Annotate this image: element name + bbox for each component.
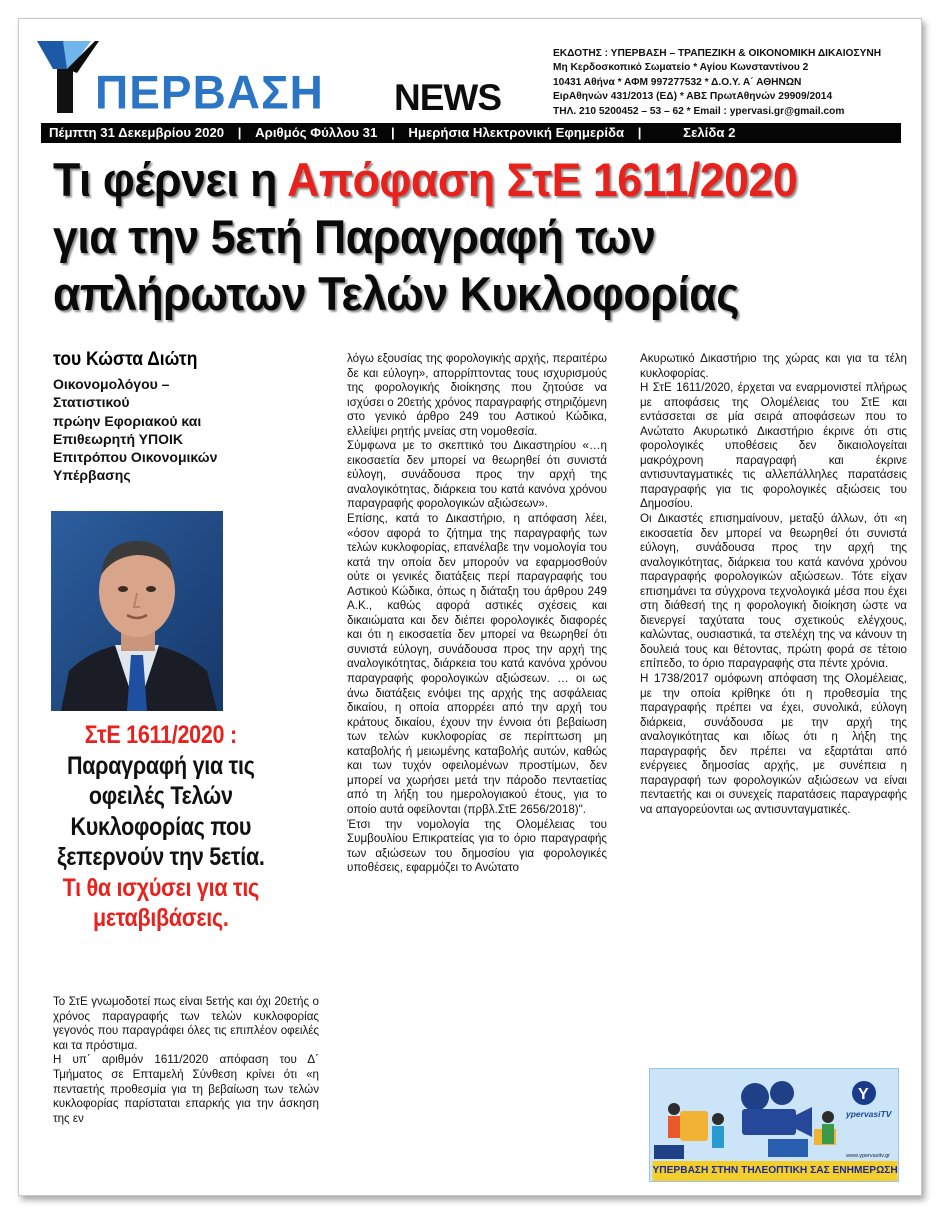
paragraph: Οι Δικαστές επισημαίνουν, μεταξύ άλλων, ότι «η εικοσαετία δεν μπορεί να θεωρηθεί ότι συνιστά εύλογη, συνάδουσα προς την αρχή της αναλογικότητας, διάρκεια του κατά κανόνα χρόνου παραγραφής φορολογικών αξιώσεων. Τότε είχαν επισημάνει τα σύγχρονα τεχνολογικά μέσα που έχει στη διάθεσή της η φορολογική διοίκηση ώστε να διενεργεί ταχύτατα τους σχετικούς ελέγχους, καλώντας, ουσιαστικά, τα στελέχη της να κάνουν τη δουλειά τους και θέτοντας, πρώτη φορά σε τέτοιο επίπεδο, το όριο παραγραφής στα πέντε χρόνια. — [640, 512, 907, 671]
paragraph: λόγω εξουσίας της φορολογικής αρχής, περαιτέρω δε και εύλογη», απορρίπτοντας τους ισχυρισμούς της φορολογικής διοίκησης που ζητούσε να ισχύσει ο 20ετής χρόνος παραγραφής στηριζόμενη στο γενικό άρθρο 249 του Αστικού Κώδικα, ελλείψει ρητής μνείας στη νομοθεσία. — [347, 352, 607, 438]
separator: | — [637, 125, 642, 140]
publisher-line: ΤΗΛ. 210 5200452 – 53 – 62 * Email : ypervasi.gr@gmail.com — [553, 105, 845, 117]
paragraph: Η ΣτΕ 1611/2020, έρχεται να εναρμονιστεί πλήρως με αποφάσεις της Ολομέλειας του ΣτΕ και εντάσσεται σε μία σειρά αποφάσεων που το Ανώτατο Ακυρωτικό Δικαστήριο έκρινε ότι στις φορολογικές υποθέσεις δεν δικαιολογείται μακρόχρονη παραγραφή και έκρινε αντισυνταγματικές τις αλλεπάλληλες παρατάσεις παραγραφής για τις φορολογικές αξιώσεις του Δημοσίου. — [640, 381, 907, 511]
page-number: Σελίδα 2 — [683, 125, 736, 140]
author-role-line: Επιτρόπου Οικονομικών — [53, 449, 218, 466]
publisher-line: 10431 Αθήνα * ΑΦΜ 997277532 * Δ.Ο.Υ. Α΄ ΑΘΗΝΩΝ — [553, 76, 802, 88]
author-role-line: Στατιστικού — [53, 394, 130, 411]
author-role-line: Επιθεωρητή ΥΠΟΙΚ — [53, 430, 183, 447]
portrait-illustration — [51, 511, 223, 711]
separator: | — [237, 125, 242, 140]
headline — [53, 151, 870, 322]
publisher-line: Μη Κερδοσκοπικό Σωματείο * Αγίου Κωνσταντίνου 2 — [553, 62, 809, 74]
svg-text:Y: Y — [858, 1086, 869, 1103]
author-role-line: Οικονομολόγου – — [53, 376, 170, 392]
author-photo — [51, 511, 223, 711]
banner-caption: ΥΠΕΡΒΑΣΗ ΣΤΗΝ ΤΗΛΕΟΠΤΙΚΗ ΣΑΣ ΕΝΗΜΕΡΩΣΗ — [653, 1161, 898, 1181]
logo-word: ΠΕΡΒΑΣΗ — [95, 65, 324, 119]
paragraph: Η υπ΄ αριθμόν 1611/2020 απόφαση του Δ΄ Τμήματος σε Επταμελή Σύνθεση κρίνει ότι «η πενταετής προθεσμία για τη βεβαίωση των τελών κυκλοφορίας παρίσταται επαρκής για την άσκηση της εν — [53, 1053, 319, 1125]
logo-y-left — [37, 41, 67, 69]
article-column-right — [640, 352, 907, 818]
camera-reel-icon — [741, 1083, 769, 1111]
publisher-line: ΕΚΔΟΤΗΣ : ΥΠΕΡΒΑΣΗ – ΤΡΑΠΕΖΙΚΗ & ΟΙΚΟΝΟΜΙΚΗ ΔΙΚΑΙΟΣΥΝΗ — [553, 48, 882, 59]
camera-reel-icon — [770, 1081, 794, 1105]
issue-number: Αριθμός Φύλλου 31 — [255, 125, 378, 140]
paragraph: Ακυρωτικό Δικαστήριο της χώρας και για τα τέλη κυκλοφορίας. — [640, 352, 907, 380]
paper-kind: Ημερήσια Ηλεκτρονική Εφημερίδα — [408, 125, 625, 140]
banner-tv-label: ypervasiTV — [846, 1109, 892, 1119]
newspaper-page — [18, 18, 922, 1196]
headline-line3: απλήρωτων Τελών Κυκλοφορίας — [53, 267, 739, 320]
pull-quote-text: Παραγραφή για τις οφειλές Τελών Κυκλοφορίας που ξεπερνούν την 5ετία. — [56, 751, 265, 871]
pull-quote — [49, 720, 273, 934]
article-column-left — [53, 995, 319, 1126]
headline-line2: για την 5ετή Παραγραφή των — [53, 210, 656, 263]
headline-red: Απόφαση ΣτΕ 1611/2020 — [287, 153, 798, 206]
publisher-info — [553, 47, 913, 119]
banner-site: www.ypervasitv.gr — [846, 1153, 890, 1159]
issue-info-bar — [41, 123, 901, 143]
pull-quote-subtitle: Τι θα ισχύσει για τις μεταβιβάσεις. — [62, 873, 259, 932]
logo-y-stem — [57, 69, 73, 113]
author-role-line: Υπέρβασης — [53, 467, 131, 484]
camera-icon — [742, 1109, 796, 1135]
headline-part1: Τι φέρνει η — [53, 153, 288, 206]
paragraph: Το ΣτΕ γνωμοδοτεί πως είναι 5ετής και όχι 20ετής ο χρόνος παραγραφής των τελών κυκλοφορίας γεγονός που παραγράφει όλες τις επιπλέον οφειλές και τα πρόστιμα. — [53, 995, 319, 1052]
pull-quote-red: ΣτΕ 1611/2020 : — [84, 721, 237, 749]
masthead-logo — [37, 39, 507, 129]
publisher-line: ΕιρΑθηνών 431/2013 (ΕΔ) * ΑΒΣ ΠρωτΑθηνών 29909/2014 — [553, 91, 833, 103]
paragraph: Επίσης, κατά το Δικαστήριο, η απόφαση λέει, «όσον αφορά το ζήτημα της παραγραφής των τελών κυκλοφορίας, επανέλαβε την νομολογία του κατά την οποία δεν μπορούν να εφαρμοσθούν ούτε οι γενικές διατάξεις περί παραγραφής του Αστικού Κώδικα, όπως η διάταξη του άρθρου 249 Α.Κ., καθώς αφορά αστικές σχέσεις και δικαιώματα και δεν διέπει φορολογικές διαφορές και ότι η εικοσαετία δεν μπορεί να θεωρηθεί ότι συνιστά εύλογη, συνάδουσα προς την αρχή της αναλογικότητας, διάρκεια του κατά κανόνα χρόνου παραγραφής φορολογικών αξιώσεων. … οι ως άνω διατάξεις ενόψει της αρχής της ασφάλειας δικαίου, η οποία απορρέει από την αρχή του κράτους δικαίου, έχουν την έννοια ότι βεβαίωση των τελών κυκλοφορίας σε περίπτωση μη καταβολής ή μειωμένης καταβολής αυτών, καθώς και των τυχόν οφειλομένων προστίμων, δεν μπορεί να χωρήσει μετά την πάροδο πενταετίας από τη λήξη του ημερολογιακού έτους, για το οποίο αυτά οφείλονται (πρβλ.ΣτΕ 2656/2018)". — [347, 512, 607, 816]
author-name: του Κώστα Διώτη — [53, 349, 198, 370]
separator: | — [391, 125, 395, 140]
article-column-middle — [347, 352, 607, 876]
paragraph: Η 1738/2017 ομόφωνη απόφαση της Ολομέλειας, με την οποία κρίθηκε ότι η προθεσμία της παραγραφής πρέπει να έχει, συνολικά, εύλογη διάρκεια, συνάδουσα με την αρχή της αναλογικότητας και ιδίως ότι η λήξη της παραγραφής δεν πρέπει να εξαρτάται από ενέργειες δημοσίας αρχής, με συνέπεια η παραγραφή των φορολογικών αξιώσεων να είναι πενταετής και οι συνεχείς παρατάσεις παραγραφής να απαγορεύονται ως αντισυνταγματικές. — [640, 672, 907, 816]
tv-banner[interactable] — [649, 1068, 899, 1182]
paragraph: Έτσι την νομολογία της Ολομέλειας του Συμβουλίου Επικρατείας για το όριο παραγραφής των αξιώσεων του δημοσίου για φορολογικές υποθέσεις, εφαρμόζει το Ανώτατο — [347, 817, 607, 875]
author-role-line: πρώην Εφοριακού και — [53, 412, 202, 429]
paragraph: Σύμφωνα με το σκεπτικό του Δικαστηρίου «…η εικοσαετία δεν μπορεί να θεωρηθεί ότι συνιστά εύλογη, συνάδουσα προς την αρχή της αναλογικότητας, διάρκεια του κατά κανόνα χρόνου παραγραφής φορολογικών αξιώσεων». — [347, 439, 607, 511]
issue-date: Πέμπτη 31 Δεκεμβρίου 2020 — [49, 125, 225, 140]
author-role — [53, 375, 293, 485]
logo-news: NEWS — [394, 77, 501, 118]
